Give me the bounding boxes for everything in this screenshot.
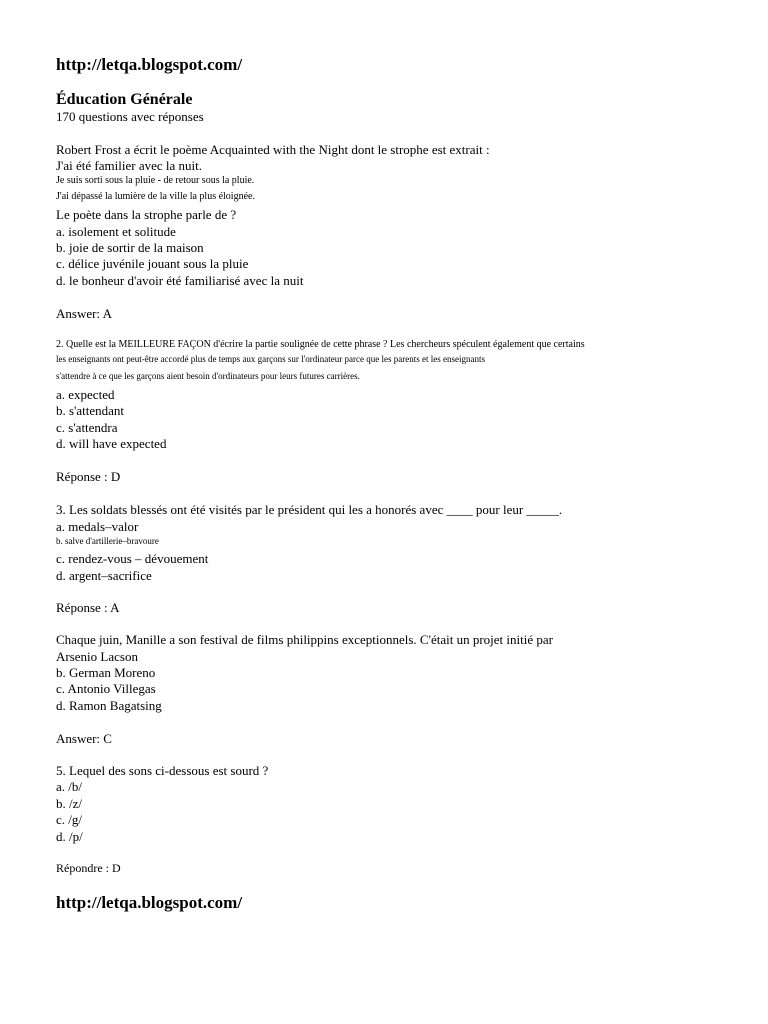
header-url-link[interactable]: http://letqa.blogspot.com/	[56, 55, 243, 74]
question-1-option-c: c. délice juvénile jouant sous la pluie	[56, 256, 249, 271]
question-3-option-a: a. medals–valor	[56, 519, 139, 534]
question-2-option-d: d. will have expected	[56, 436, 167, 451]
question-2-option-c: c. s'attendra	[56, 420, 118, 435]
question-1-intro: Robert Frost a écrit le poème Acquainted with the Night dont le strophe est extrait :	[56, 142, 490, 157]
question-1-verse-1: J'ai été familier avec la nuit.	[56, 158, 202, 173]
question-4-option-d: d. Ramon Bagatsing	[56, 698, 162, 713]
question-1-option-a: a. isolement et solitude	[56, 224, 176, 239]
question-1-option-b: b. joie de sortir de la maison	[56, 240, 204, 255]
question-1-verse-3: J'ai dépassé la lumière de la ville la plus éloignée.	[56, 191, 255, 202]
question-5-option-a: a. /b/	[56, 779, 82, 794]
question-2-line-1: 2. Quelle est la MEILLEURE FAÇON d'écrire la partie soulignée de cette phrase ? Les chercheurs spéculent également que certains	[56, 339, 585, 350]
question-4-answer: Answer: C	[56, 731, 112, 746]
document-title: Éducation Générale	[56, 91, 193, 108]
question-5-answer: Répondre : D	[56, 861, 121, 875]
question-2-line-3: s'attendre à ce que les garçons aient besoin d'ordinateurs pour leurs futures carrières.	[56, 371, 360, 381]
question-4-option-b: b. German Moreno	[56, 665, 156, 680]
question-4-prompt: Chaque juin, Manille a son festival de films philippins exceptionnels. C'était un projet initié par	[56, 632, 553, 647]
question-1-answer: Answer: A	[56, 306, 112, 321]
question-2-option-a: a. expected	[56, 387, 115, 402]
question-5-prompt: 5. Lequel des sons ci-dessous est sourd ?	[56, 763, 269, 778]
question-5-option-c: c. /g/	[56, 812, 82, 827]
question-5-option-b: b. /z/	[56, 796, 82, 811]
question-2-line-2: les enseignants ont peut-être accordé plus de temps aux garçons sur l'ordinateur parce que les parents et les enseignants	[56, 354, 485, 364]
question-3-option-c: c. rendez-vous – dévouement	[56, 551, 209, 566]
question-4-option-a: Arsenio Lacson	[56, 649, 138, 664]
question-1-option-d: d. le bonheur d'avoir été familiarisé avec la nuit	[56, 273, 304, 288]
question-2-answer: Réponse : D	[56, 469, 121, 484]
document-subtitle: 170 questions avec réponses	[56, 109, 204, 124]
question-4-option-c: c. Antonio Villegas	[56, 681, 156, 696]
question-3-option-b: b. salve d'artillerie–bravoure	[56, 536, 159, 546]
question-2-option-b: b. s'attendant	[56, 403, 125, 418]
footer-url-link[interactable]: http://letqa.blogspot.com/	[56, 893, 243, 912]
question-3-prompt: 3. Les soldats blessés ont été visités par le président qui les a honorés avec ____ pour leur _____.	[56, 502, 563, 517]
question-1-prompt: Le poète dans la strophe parle de ?	[56, 207, 237, 222]
question-5-option-d: d. /p/	[56, 829, 83, 844]
question-1-verse-2: Je suis sorti sous la pluie - de retour sous la pluie.	[56, 175, 255, 186]
question-3-option-d: d. argent–sacrifice	[56, 568, 152, 583]
question-3-answer: Réponse : A	[56, 600, 120, 615]
